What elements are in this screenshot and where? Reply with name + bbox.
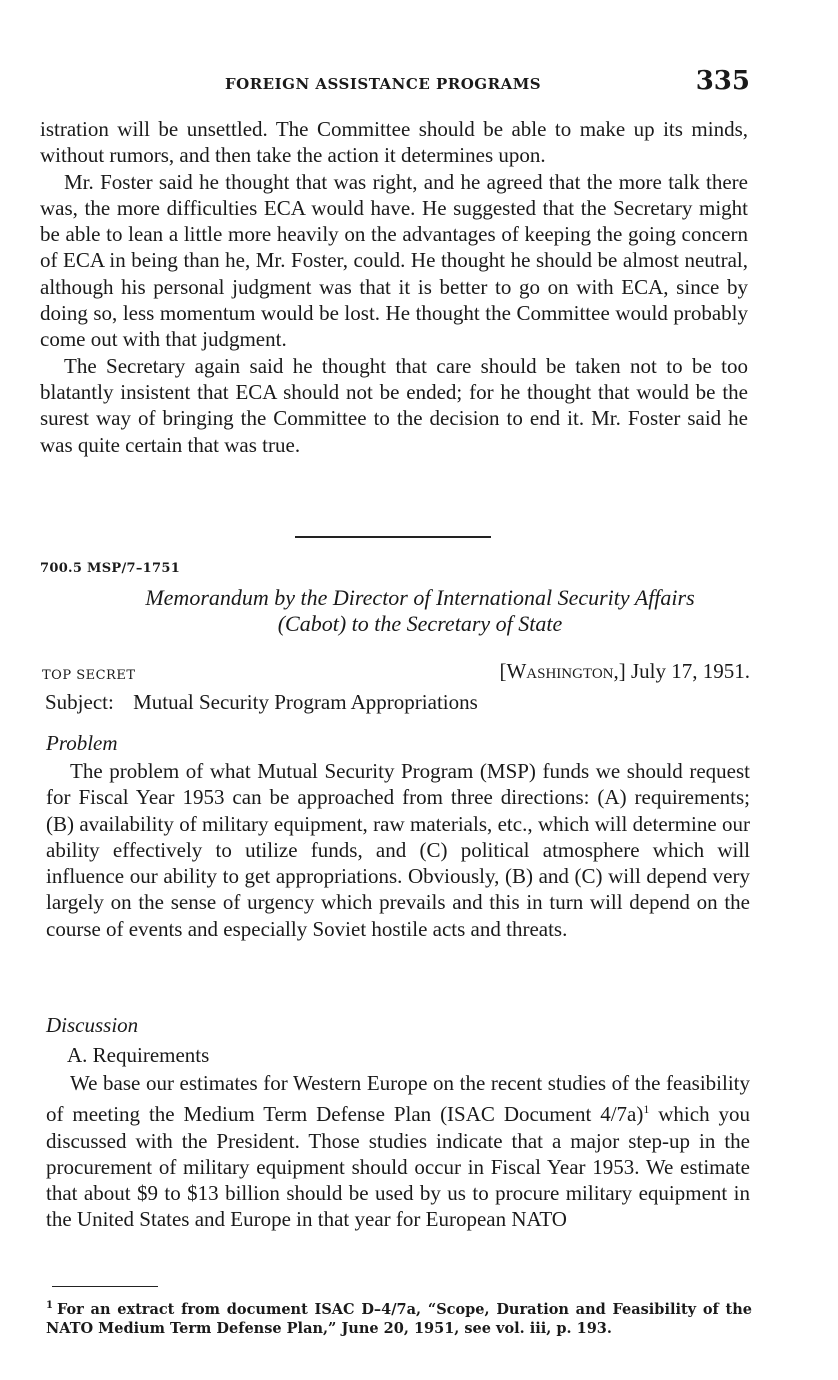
place: [Washington,]	[499, 659, 626, 683]
section-divider	[295, 536, 491, 538]
title-line: Memorandum by the Director of International Security Affairs	[145, 585, 695, 610]
continuation-text	[40, 116, 748, 458]
footnote-marker: 1	[46, 1300, 53, 1311]
paragraph: The Secretary again said he thought that care should be taken not to be too blatantly insistent that ECA should not be ended; for he thought that would be the surest way of bringing the Committee to the decision to end it. Mr. Foster said he was quite certain that was true.	[40, 353, 748, 457]
file-number: 700.5 MSP/7–1751	[40, 561, 181, 576]
discussion-text	[46, 1070, 750, 1233]
footnote-divider	[52, 1286, 158, 1287]
running-title: FOREIGN ASSISTANCE PROGRAMS	[225, 75, 542, 93]
footnote-reference[interactable]: 1	[643, 1102, 650, 1117]
discussion-text-part: which you discussed with the President. Those studies indicate that a major step-up in the procurement of military equipment should occur in Fiscal Year 1953. We estimate that about $9 to $13 billion should be used by us to procure military equipment in the United States and Europe in that year for European NATO	[46, 1102, 750, 1232]
page-number: 335	[695, 66, 750, 96]
date: July 17, 1951.	[630, 659, 750, 683]
problem-text	[46, 758, 750, 942]
subject-line	[45, 690, 478, 715]
requirements-subheading: A. Requirements	[67, 1043, 210, 1067]
document-title	[40, 585, 800, 637]
subject-text: Mutual Security Program Appropriations	[133, 690, 478, 714]
discussion-text-part: We base our estimates for Western Europe on the recent studies of the feasibility of meeting the Medium Term Defense Plan (ISAC Document 4/7a)	[46, 1071, 750, 1127]
paragraph	[46, 1070, 750, 1233]
problem-heading: Problem	[46, 731, 118, 755]
footnote	[46, 1296, 752, 1338]
page-header	[40, 66, 750, 102]
subject-label: Subject:	[45, 690, 114, 714]
dateline	[499, 659, 750, 684]
paragraph: The problem of what Mutual Security Program (MSP) funds we should request for Fiscal Year 1953 can be approached from three directions: (A) requirements; (B) availability of military equipment, raw materials, etc., which will determine our ability effectively to utilize funds, and (C) political atmosphere which will influence our ability to get appropriations. Obviously, (B) and (C) will depend very largely on the sense of urgency which prevails and this in turn will depend on the course of events and especially Soviet hostile acts and threats.	[46, 759, 750, 941]
discussion-heading: Discussion	[46, 1013, 139, 1037]
classification-label: TOP SECRET	[42, 668, 136, 683]
footnote-text: For an extract from document ISAC D–4/7a, “Scope, Duration and Feasibility of the NATO Medium Term Defense Plan,” June 20, 1951, see vol. iii, p. 193.	[46, 1300, 752, 1337]
paragraph: Mr. Foster said he thought that was right, and he agreed that the more talk there was, the more difficulties ECA would have. He suggested that the Secretary might be able to lean a little more heavily on the advantages of keeping the going concern of ECA in being than he, Mr. Foster, could. He thought he should be almost neutral, although his personal judgment was that it is better to go on with ECA, since by doing so, less momentum would be lost. He thought the Committee would probably come out with that judgment.	[40, 169, 748, 352]
title-line: (Cabot) to the Secretary of State	[277, 611, 563, 636]
paragraph: istration will be unsettled. The Committee should be able to make up its minds, without rumors, and then take the action it determines upon.	[40, 117, 748, 168]
